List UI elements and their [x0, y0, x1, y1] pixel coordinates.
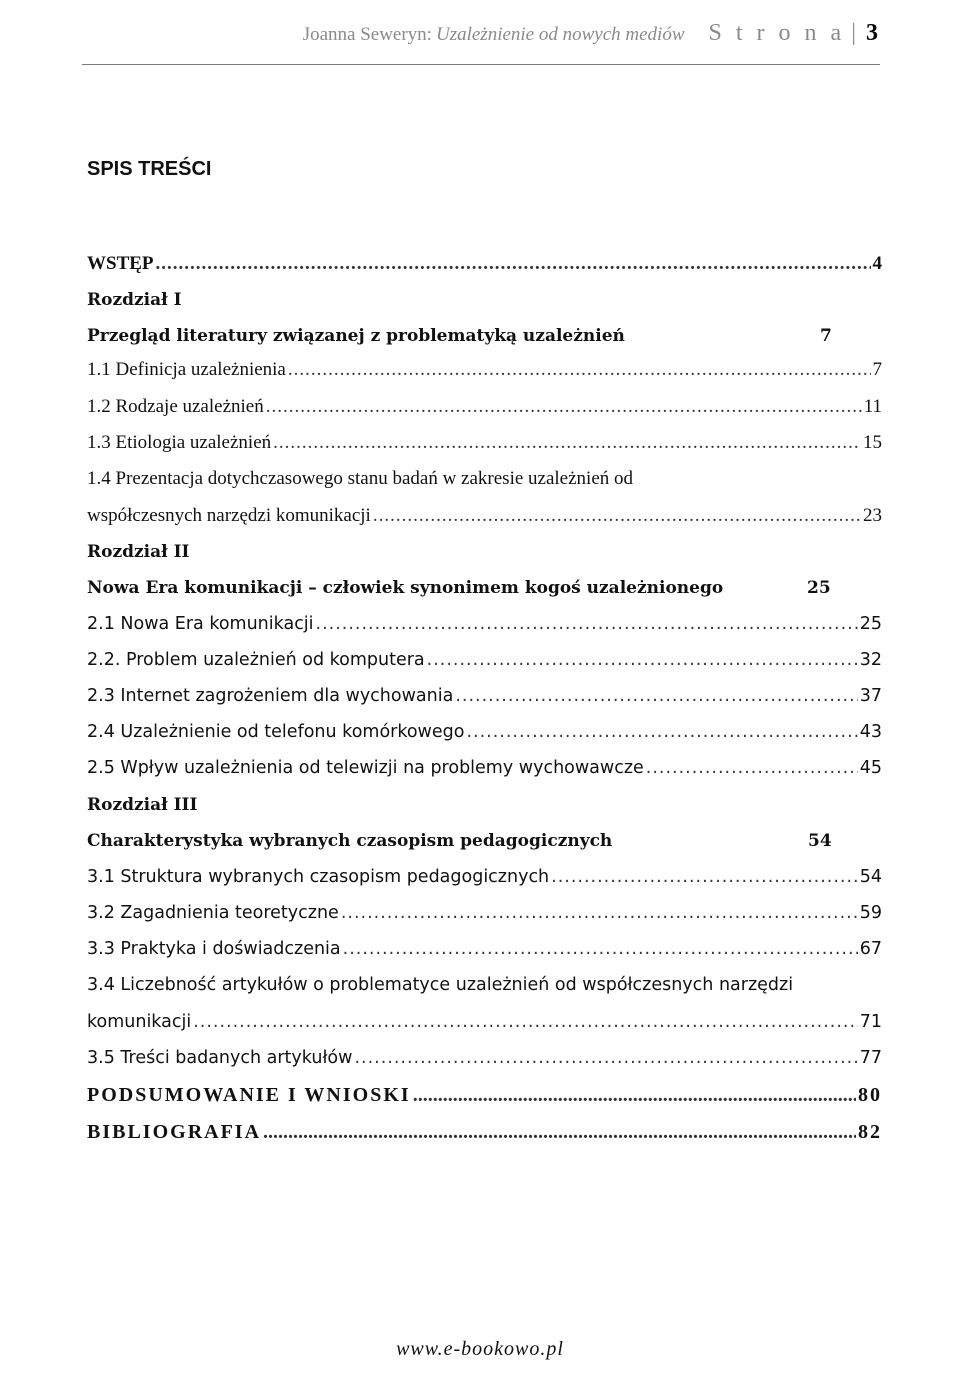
chapter-title-text: Przegląd literatury związanej z problematyką uzależnień	[87, 326, 625, 346]
dot-leader	[466, 722, 857, 742]
dot-leader	[551, 867, 858, 887]
toc-entry-page: 32	[859, 650, 882, 670]
toc-entry-page: 59	[859, 903, 882, 923]
toc-entry-label: 3.2 Zagadnienia teoretyczne	[87, 903, 339, 923]
toc-entry-1-3[interactable]	[87, 432, 882, 454]
header-book-title: Uzależnienie od nowych mediów	[435, 24, 685, 45]
toc-entry-3-3[interactable]	[87, 939, 882, 959]
toc-entry-label: BIBLIOGRAFIA	[87, 1121, 262, 1143]
dot-leader	[646, 758, 858, 778]
chapter-label-1: Rozdział I	[87, 290, 182, 310]
toc-entry-bibliografia[interactable]	[87, 1121, 882, 1144]
dot-leader	[263, 1121, 856, 1144]
toc-entry-page: 43	[859, 722, 882, 742]
toc-entry-label: 2.5 Wpływ uzależnienia od telewizji na problemy wychowawcze	[87, 758, 644, 778]
toc-entry-page: 15	[863, 432, 882, 453]
toc-entry-label: PODSUMOWANIE I WNIOSKI	[87, 1084, 411, 1106]
chapter-title-text: Charakterystyka wybranych czasopism pedagogicznych	[87, 831, 613, 851]
page-header	[0, 20, 878, 47]
toc-entry-label: współczesnych narzędzi komunikacji	[87, 505, 371, 526]
toc-entry-2-2[interactable]	[87, 650, 882, 670]
toc-entry-page: 71	[859, 1012, 882, 1032]
dot-leader	[455, 686, 857, 706]
toc-entry-1-2[interactable]	[87, 396, 882, 418]
toc-entry-page: 23	[863, 505, 882, 526]
dot-leader	[156, 253, 871, 275]
toc-entry-label: 3.3 Praktyka i doświadczenia	[87, 939, 341, 959]
toc-entry-label: 2.4 Uzależnienie od telefonu komórkowego	[87, 722, 465, 742]
toc-entry-page: 37	[859, 686, 882, 706]
toc-entry-3-4[interactable]	[87, 1012, 882, 1032]
toc-entry-label: 1.3 Etiologia uzależnień	[87, 432, 272, 453]
dot-leader	[193, 1012, 858, 1032]
toc-entry-label: 3.4 Liczebność artykułów o problematyce uzależnień od współczesnych narzędzi	[87, 975, 794, 995]
toc-entry-page: 77	[859, 1048, 882, 1068]
toc-entry-1-1[interactable]	[87, 359, 882, 381]
header-page-number: 3	[866, 20, 878, 46]
toc-entry-label: 2.1 Nowa Era komunikacji	[87, 614, 314, 634]
footer-url: www.e-bookowo.pl	[396, 1338, 564, 1360]
toc-entry-page: 54	[859, 867, 882, 887]
header-divider	[82, 64, 880, 65]
toc-entry-2-5[interactable]	[87, 758, 882, 778]
toc-entry-page: 45	[859, 758, 882, 778]
toc-entry-label: 1.4 Prezentacja dotychczasowego stanu badań w zakresie uzależnień od	[87, 468, 634, 489]
toc-entry-podsumowanie[interactable]	[87, 1084, 882, 1107]
toc-entry-3-4-line1[interactable]	[87, 975, 882, 995]
dot-leader	[288, 359, 871, 381]
toc-entry-1-4[interactable]	[87, 505, 882, 527]
toc-entry-label: 1.1 Definicja uzależnienia	[87, 359, 286, 380]
toc-entry-3-5[interactable]	[87, 1048, 882, 1068]
toc-entry-label: komunikacji	[87, 1012, 192, 1032]
header-page-word: S t r o n a	[708, 20, 846, 46]
toc-entry-label: WSTĘP	[87, 253, 154, 274]
dot-leader	[343, 939, 858, 959]
dot-leader	[373, 505, 861, 527]
toc-entry-label: 3.5 Treści badanych artykułów	[87, 1048, 353, 1068]
dot-leader	[413, 1084, 856, 1107]
header-author: Joanna Seweryn:	[302, 24, 432, 45]
dot-leader	[354, 1048, 857, 1068]
toc-entry-page: 4	[872, 253, 882, 274]
toc-entry-page: 82	[858, 1121, 882, 1143]
toc-entry-label: 2.2. Problem uzależnień od komputera	[87, 650, 425, 670]
chapter-page: 7	[820, 326, 832, 346]
dot-leader	[273, 432, 861, 454]
dot-leader	[341, 903, 858, 923]
toc-entry-wstep[interactable]	[87, 253, 882, 275]
dot-leader	[316, 614, 858, 634]
toc-entry-2-4[interactable]	[87, 722, 882, 742]
chapter-label-3: Rozdział III	[87, 795, 198, 815]
chapter-title-text: Nowa Era komunikacji – człowiek synonimem kogoś uzależnionego	[87, 578, 724, 598]
chapter-title-1[interactable]	[87, 326, 882, 346]
dot-leader	[266, 396, 862, 418]
toc-entry-page: 25	[859, 614, 882, 634]
toc-entry-3-1[interactable]	[87, 867, 882, 887]
toc-entry-page: 80	[858, 1084, 882, 1106]
chapter-label-2: Rozdział II	[87, 542, 190, 562]
toc-entry-page: 7	[872, 359, 882, 380]
header-separator: |	[851, 20, 856, 46]
toc-entry-2-1[interactable]	[87, 614, 882, 634]
dot-leader	[427, 650, 858, 670]
toc-entry-label: 1.2 Rodzaje uzależnień	[87, 396, 264, 417]
chapter-page: 25	[807, 578, 831, 598]
chapter-title-2[interactable]	[87, 578, 882, 598]
toc-entry-label: 2.3 Internet zagrożeniem dla wychowania	[87, 686, 454, 706]
toc-entry-label: 3.1 Struktura wybranych czasopism pedagogicznych	[87, 867, 550, 887]
chapter-page: 54	[808, 831, 832, 851]
toc-entry-page: 67	[859, 939, 882, 959]
toc-entry-page: 11	[863, 396, 882, 417]
chapter-title-3[interactable]	[87, 831, 882, 851]
toc-entry-2-3[interactable]	[87, 686, 882, 706]
toc-entry-3-2[interactable]	[87, 903, 882, 923]
toc-title: SPIS TREŚCI	[87, 158, 212, 180]
toc-entry-1-4-line1[interactable]	[87, 468, 882, 490]
